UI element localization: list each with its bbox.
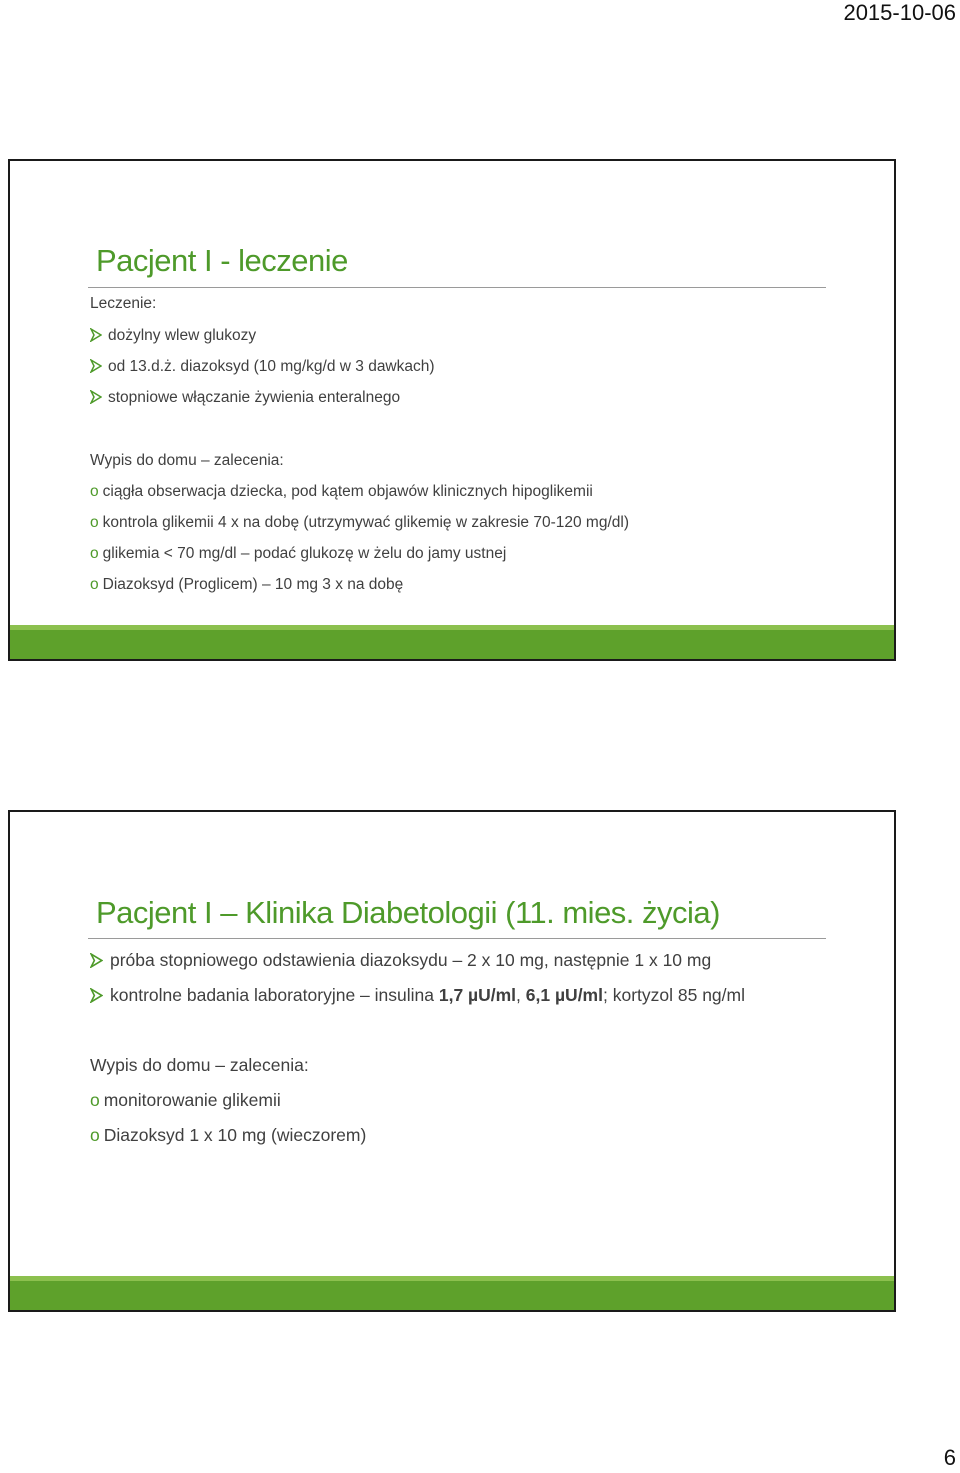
treatment-item: stopniowe włączanie żywienia enteralnego [90, 389, 400, 407]
slide-1 [8, 159, 896, 661]
discharge-item: o Diazoksyd (Proglicem) – 10 mg 3 x na dobę [90, 576, 404, 593]
treatment-item: od 13.d.ż. diazoksyd (10 mg/kg/d w 3 dawkach) [90, 358, 435, 376]
circle-bullet-icon: o [90, 514, 99, 531]
circle-bullet-icon: o [90, 545, 99, 562]
treatment-heading: Leczenie: [90, 295, 157, 312]
discharge-item: o Diazoksyd 1 x 10 mg (wieczorem) [90, 1125, 367, 1145]
slide-1-title: Pacjent I - leczenie [96, 243, 348, 278]
arrow-bullet-icon [90, 985, 110, 1006]
discharge-item: o ciągła obserwacja dziecka, pod kątem objawów klinicznych hipoglikemii [90, 483, 593, 500]
discharge-heading: Wypis do domu – zalecenia: [90, 1055, 309, 1075]
title-rule [88, 287, 826, 288]
arrow-bullet-icon [90, 358, 108, 376]
lab-item: kontrolne badania laboratoryjne – insulina 1,7 µU/ml, 6,1 µU/ml; kortyzol 85 ng/ml [90, 985, 745, 1006]
arrow-bullet-icon [90, 327, 108, 345]
page-number: 6 [943, 1445, 956, 1470]
discharge-item: o monitorowanie glikemii [90, 1090, 281, 1110]
slide-footer-bar [10, 1276, 894, 1310]
arrow-bullet-icon [90, 950, 110, 971]
discharge-item: o kontrola glikemii 4 x na dobę (utrzymywać glikemię w zakresie 70-120 mg/dl) [90, 514, 629, 531]
header-date: 2015-10-06 [843, 0, 956, 25]
circle-bullet-icon: o [90, 1125, 100, 1145]
circle-bullet-icon: o [90, 576, 99, 593]
arrow-bullet-icon [90, 389, 108, 407]
discharge-heading: Wypis do domu – zalecenia: [90, 452, 284, 469]
treatment-item: dożylny wlew glukozy [90, 327, 256, 345]
slide-2-title: Pacjent I – Klinika Diabetologii (11. mies. życia) [96, 895, 720, 930]
title-rule [88, 938, 826, 939]
slide-2 [8, 810, 896, 1312]
discharge-item: o glikemia < 70 mg/dl – podać glukozę w żelu do jamy ustnej [90, 545, 507, 562]
insulin-value-1: 1,7 µU/ml [438, 985, 517, 1005]
insulin-value-2: 6,1 µU/ml [525, 985, 603, 1005]
lab-item: próba stopniowego odstawienia diazoksydu – 2 x 10 mg, następnie 1 x 10 mg [90, 950, 711, 971]
circle-bullet-icon: o [90, 1090, 100, 1110]
slide-footer-bar [10, 625, 894, 659]
circle-bullet-icon: o [90, 483, 99, 500]
